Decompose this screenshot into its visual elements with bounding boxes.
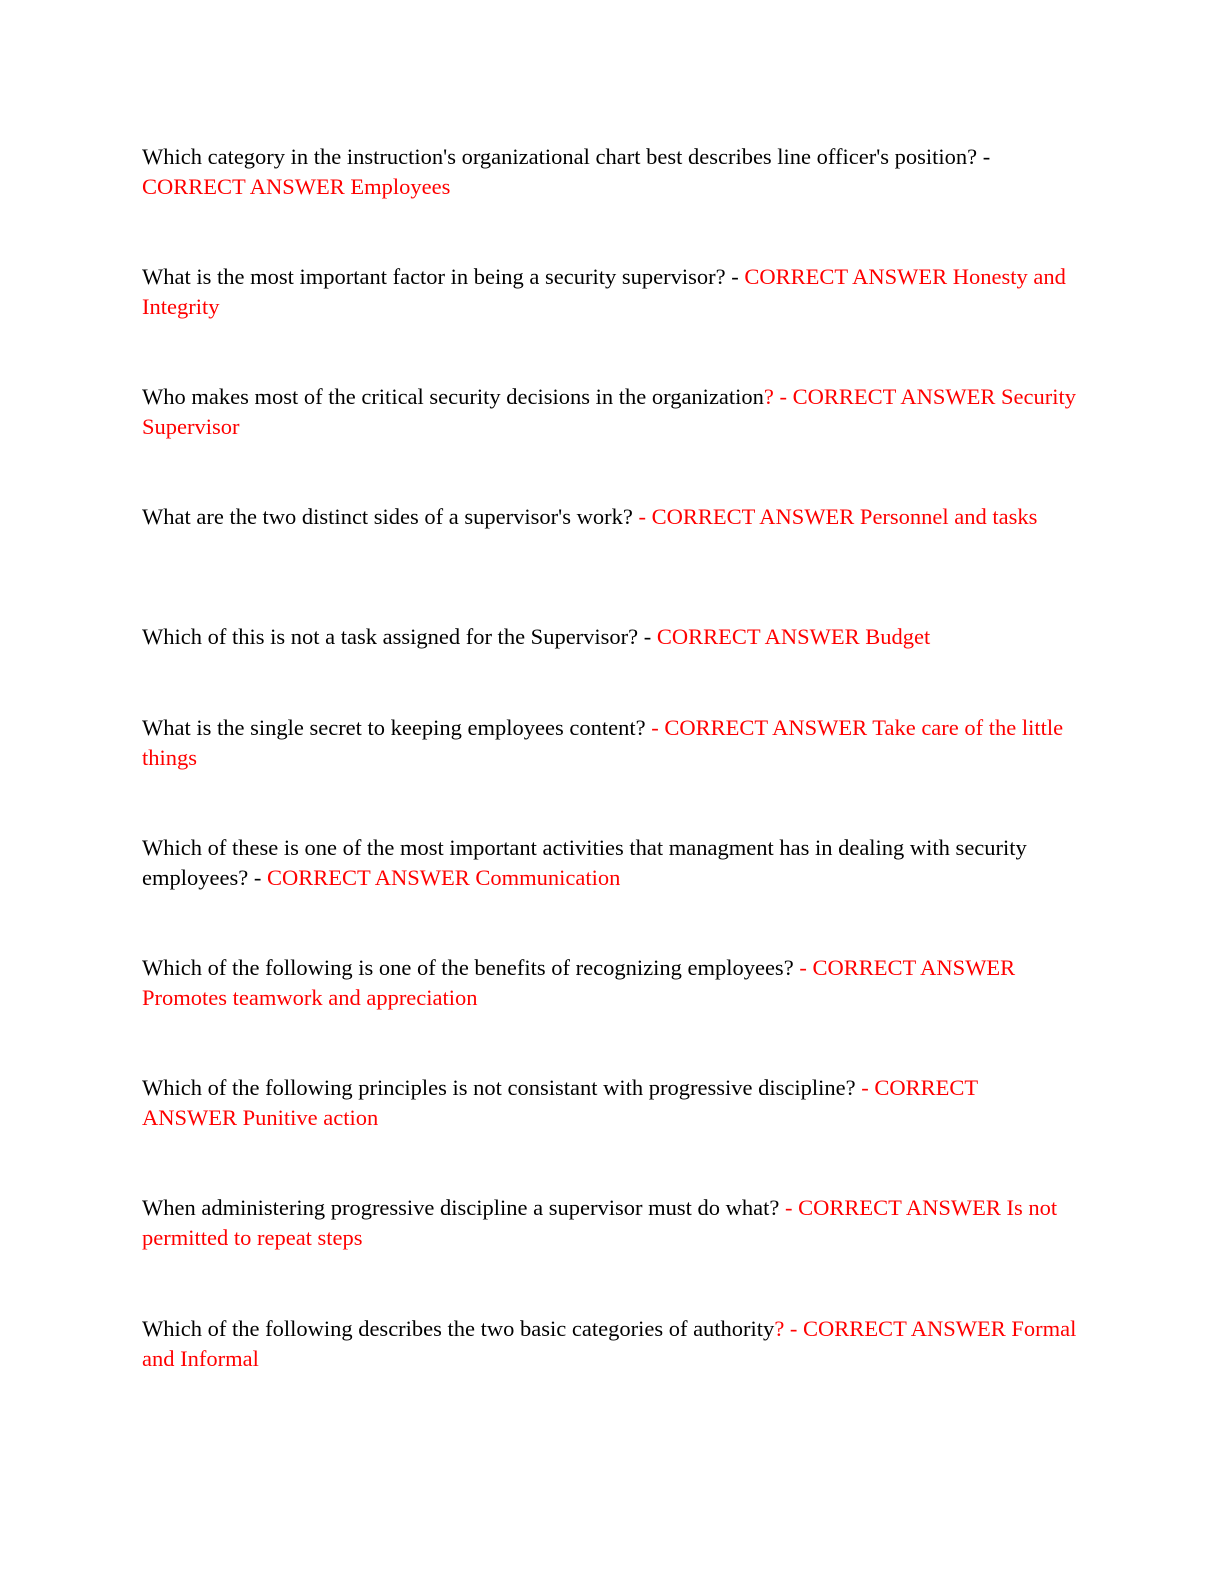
question-separator: - <box>632 504 652 529</box>
question-text: Who makes most of the critical security decisions in the organization <box>142 384 764 409</box>
question-text: Which of these is one of the most important activities that managment has in dealing with security employees? <box>142 835 1027 890</box>
question-text: What are the two distinct sides of a supervisor's work? <box>142 504 633 529</box>
answer-text: CORRECT ANSWER Is not permitted to repeat steps <box>142 1195 1058 1250</box>
qa-item <box>142 833 1077 893</box>
qa-item <box>142 262 1077 322</box>
answer-text: CORRECT ANSWER Take care of the little things <box>142 715 1064 770</box>
answer-text: CORRECT ANSWER Formal and Informal <box>142 1316 1077 1371</box>
question-separator: - <box>977 144 991 169</box>
answer-text: CORRECT ANSWER Communication <box>266 865 621 890</box>
question-separator: ? - <box>774 1316 804 1341</box>
question-text: Which of the following describes the two basic categories of authority <box>142 1316 775 1341</box>
question-text: Which of the following is one of the benefits of recognizing employees? <box>142 955 794 980</box>
qa-item <box>142 1314 1077 1374</box>
question-text: What is the single secret to keeping employees content? <box>142 715 646 740</box>
answer-text: CORRECT ANSWER Budget <box>656 624 931 649</box>
question-text: Which of the following principles is not consistant with progressive discipline? <box>142 1075 856 1100</box>
answer-text: CORRECT ANSWER Promotes teamwork and appreciation <box>142 955 1016 1010</box>
qa-item <box>142 502 1077 532</box>
question-separator: - <box>248 865 267 890</box>
question-separator: ? - <box>763 384 793 409</box>
qa-item <box>142 142 1077 202</box>
question-separator: - <box>855 1075 875 1100</box>
question-separator: - <box>638 624 657 649</box>
qa-item <box>142 382 1077 442</box>
question-separator: - <box>779 1195 799 1220</box>
question-separator: - <box>793 955 813 980</box>
qa-item <box>142 1073 1077 1133</box>
answer-text: CORRECT ANSWER Punitive action <box>142 1075 978 1130</box>
answer-text: CORRECT ANSWER Honesty and Integrity <box>142 264 1066 319</box>
qa-item <box>142 1193 1077 1253</box>
answer-text: CORRECT ANSWER Employees <box>142 174 451 199</box>
qa-item <box>142 713 1077 773</box>
qa-item <box>142 953 1077 1013</box>
question-separator: - <box>725 264 745 289</box>
qa-item <box>142 622 1077 652</box>
question-text: When administering progressive discipline a supervisor must do what? <box>142 1195 780 1220</box>
answer-text: CORRECT ANSWER Security Supervisor <box>142 384 1077 439</box>
answer-text: CORRECT ANSWER Personnel and tasks <box>651 504 1038 529</box>
question-separator: - <box>645 715 665 740</box>
question-text: What is the most important factor in being a security supervisor? <box>142 264 726 289</box>
question-text: Which of this is not a task assigned for the Supervisor? <box>142 624 639 649</box>
question-text: Which category in the instruction's organizational chart best describes line officer's position? <box>142 144 978 169</box>
